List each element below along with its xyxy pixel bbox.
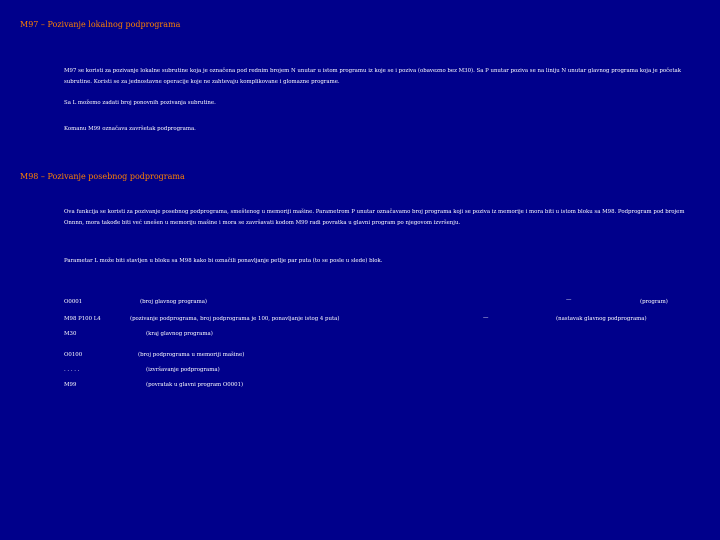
- paragraph-m98-description: Ova funkcija se koristi za pozivanje posebnog podprograma, smeštenog u memoriji mašine. Parametrom P unutar označavamo broj programa koji se poziva iz memorije i mora biti u istom bloku sa M98. Podprogram pod brojem Onnnn, mora takođe biti već unešen u memoriju mašine i mora se završavati kodom M99 radi povratka u glavni program po njegovom izvršenju.: [64, 209, 685, 226]
- section-heading-m98: M98 – Pozivanje posebnog podprograma: [20, 172, 185, 181]
- paragraph-m99-end: Komanu M99 označava završetak podprograma.: [64, 126, 196, 132]
- code-comment: (kraj glavnog programa): [146, 331, 213, 337]
- code-dash: —: [483, 315, 489, 321]
- code-line: M99: [64, 382, 77, 388]
- paragraph-m97-description: M97 se koristi za pozivanje lokalne subrutine koja je označena pod rednim brojem N unutar u istom programu iz koje se i poziva (obavezno bez M30). Sa P unutar poziva se na liniju N unutar glavnog programa koja je početak subrutine. Koristi se za jednostavne operacije koje ne zahtevaju komplikovane i glomazne programe.: [64, 68, 681, 85]
- code-right-comment: (program): [640, 299, 668, 305]
- code-comment: (broj podprograma u memoriji mašine): [138, 352, 245, 358]
- code-comment: (broj glavnog programa): [140, 299, 208, 305]
- paragraph-m97-l-parameter: Sa L možemo zadati broj ponovnih pozivanja subrutine.: [64, 100, 216, 106]
- code-line: O0100: [64, 352, 83, 358]
- code-comment: (pozivanje podprograma, broj podprograma je 100, ponavljanje istog 4 puta): [130, 316, 340, 322]
- paragraph-m98-l-parameter: Parametar L može biti stavljen u bloku sa M98 kako bi označili ponavljanje petlje par puta (to se posle u slede) blok.: [64, 258, 383, 264]
- code-line: O0001: [64, 299, 83, 305]
- section-heading-m97: M97 – Pozivanje lokalnog podprograma: [20, 20, 181, 29]
- code-comment: (izvršavanje podprograma): [146, 367, 220, 373]
- code-comment: (povratak u glavni program O0001): [146, 382, 244, 388]
- code-line: M30: [64, 331, 77, 337]
- code-dash: —: [566, 297, 572, 303]
- code-line: M98 P100 L4: [64, 316, 101, 322]
- code-right-comment: (nastavak glavnog podprograma): [556, 316, 647, 322]
- code-line: . . . . .: [64, 367, 80, 373]
